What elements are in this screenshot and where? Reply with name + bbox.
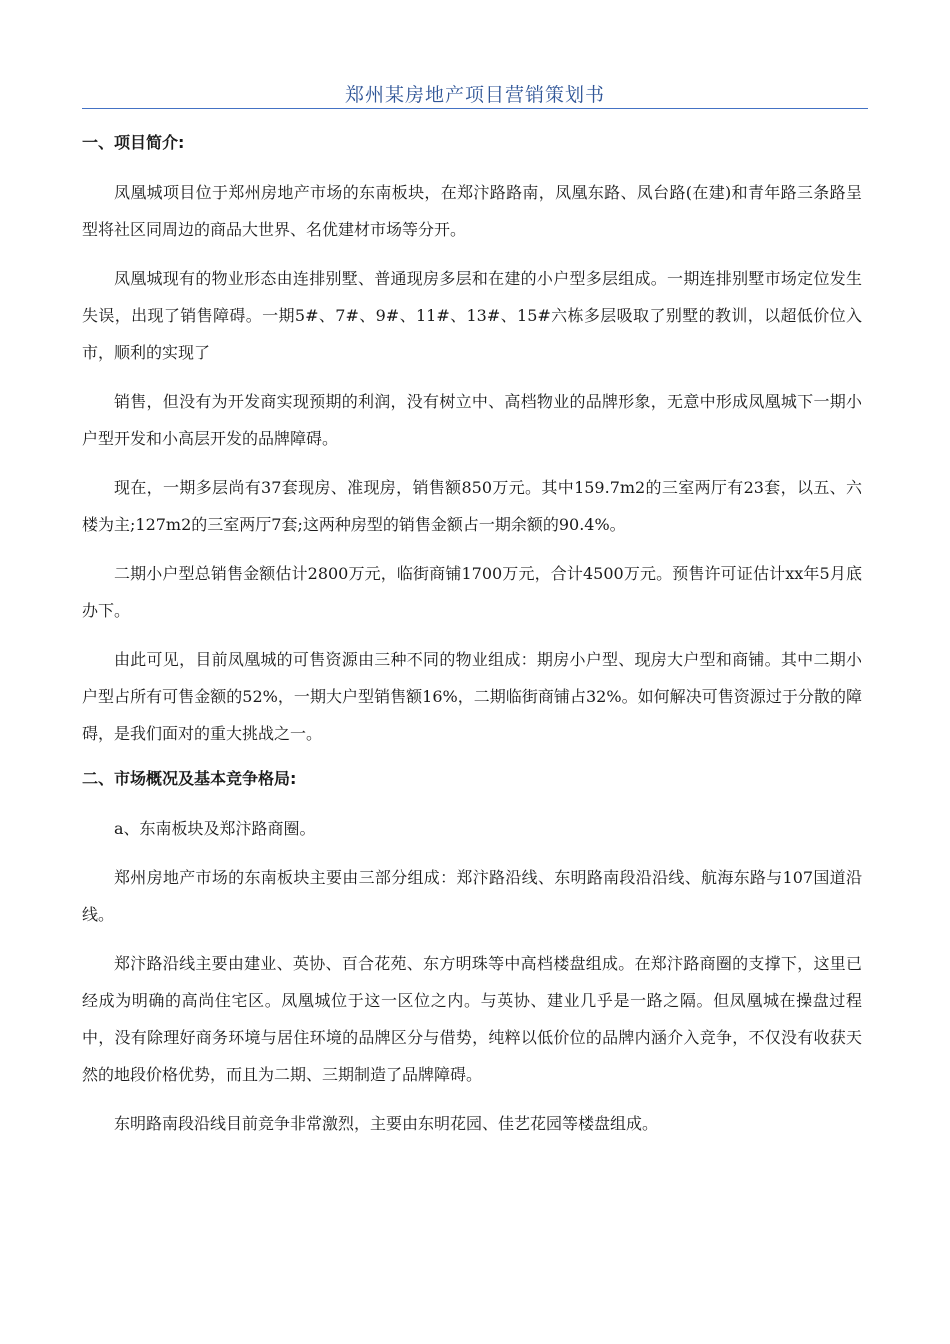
paragraph: 二期小户型总销售金额估计2800万元，临街商铺1700万元，合计4500万元。预售许可证估计xx年5月底办下。 [82,564,862,620]
document-body [82,128,862,1142]
paragraph: 凤凰城现有的物业形态由连排别墅、普通现房多层和在建的小户型多层组成。一期连排别墅市场定位发生失误，出现了销售障碍。一期5#、7#、9#、11#、13#、15#六栋多层吸取了别墅的教训，以超低价位入市，顺利的实现了 [82,269,862,362]
header-divider [82,108,868,109]
paragraph: 凤凰城项目位于郑州房地产市场的东南板块，在郑汴路路南，凤凰东路、凤台路(在建)和青年路三条路呈型将社区同周边的商品大世界、名优建材市场等分开。 [82,183,862,239]
section-heading-market-overview: 二、市场概况及基本竞争格局: [82,769,297,788]
paragraph: 由此可见，目前凤凰城的可售资源由三种不同的物业组成：期房小户型、现房大户型和商铺。其中二期小户型占所有可售金额的52%，一期大户型销售额16%，二期临街商铺占32%。如何解决可售资源过于分散的障碍，是我们面对的重大挑战之一。 [82,650,862,743]
paragraph: 郑汴路沿线主要由建业、英协、百合花苑、东方明珠等中高档楼盘组成。在郑汴路商圈的支撑下，这里已经成为明确的高尚住宅区。凤凰城位于这一区位之内。与英协、建业几乎是一路之隔。但凤凰城在操盘过程中，没有除理好商务环境与居住环境的品牌区分与借势，纯粹以低价位的品牌内涵介入竞争，不仅没有收获天然的地段价格优势，而且为二期、三期制造了品牌障碍。 [82,954,862,1084]
section-heading-project-intro: 一、项目简介: [82,133,185,152]
paragraph: 东明路南段沿线目前竞争非常激烈，主要由东明花园、佳艺花园等楼盘组成。 [114,1114,659,1133]
paragraph: 郑州房地产市场的东南板块主要由三部分组成：郑汴路沿线、东明路南段沿沿线、航海东路与107国道沿线。 [82,868,862,924]
paragraph: a、东南板块及郑汴路商圈。 [114,819,316,838]
paragraph: 销售，但没有为开发商实现预期的利润，没有树立中、高档物业的品牌形象，无意中形成凤凰城下一期小户型开发和小高层开发的品牌障碍。 [82,392,862,448]
document-title: 郑州某房地产项目营销策划书 [344,84,605,106]
paragraph: 现在，一期多层尚有37套现房、准现房，销售额850万元。其中159.7m2的三室两厅有23套，以五、六楼为主;127m2的三室两厅7套;这两种房型的销售金额占一期余额的90.4%。 [82,478,862,534]
